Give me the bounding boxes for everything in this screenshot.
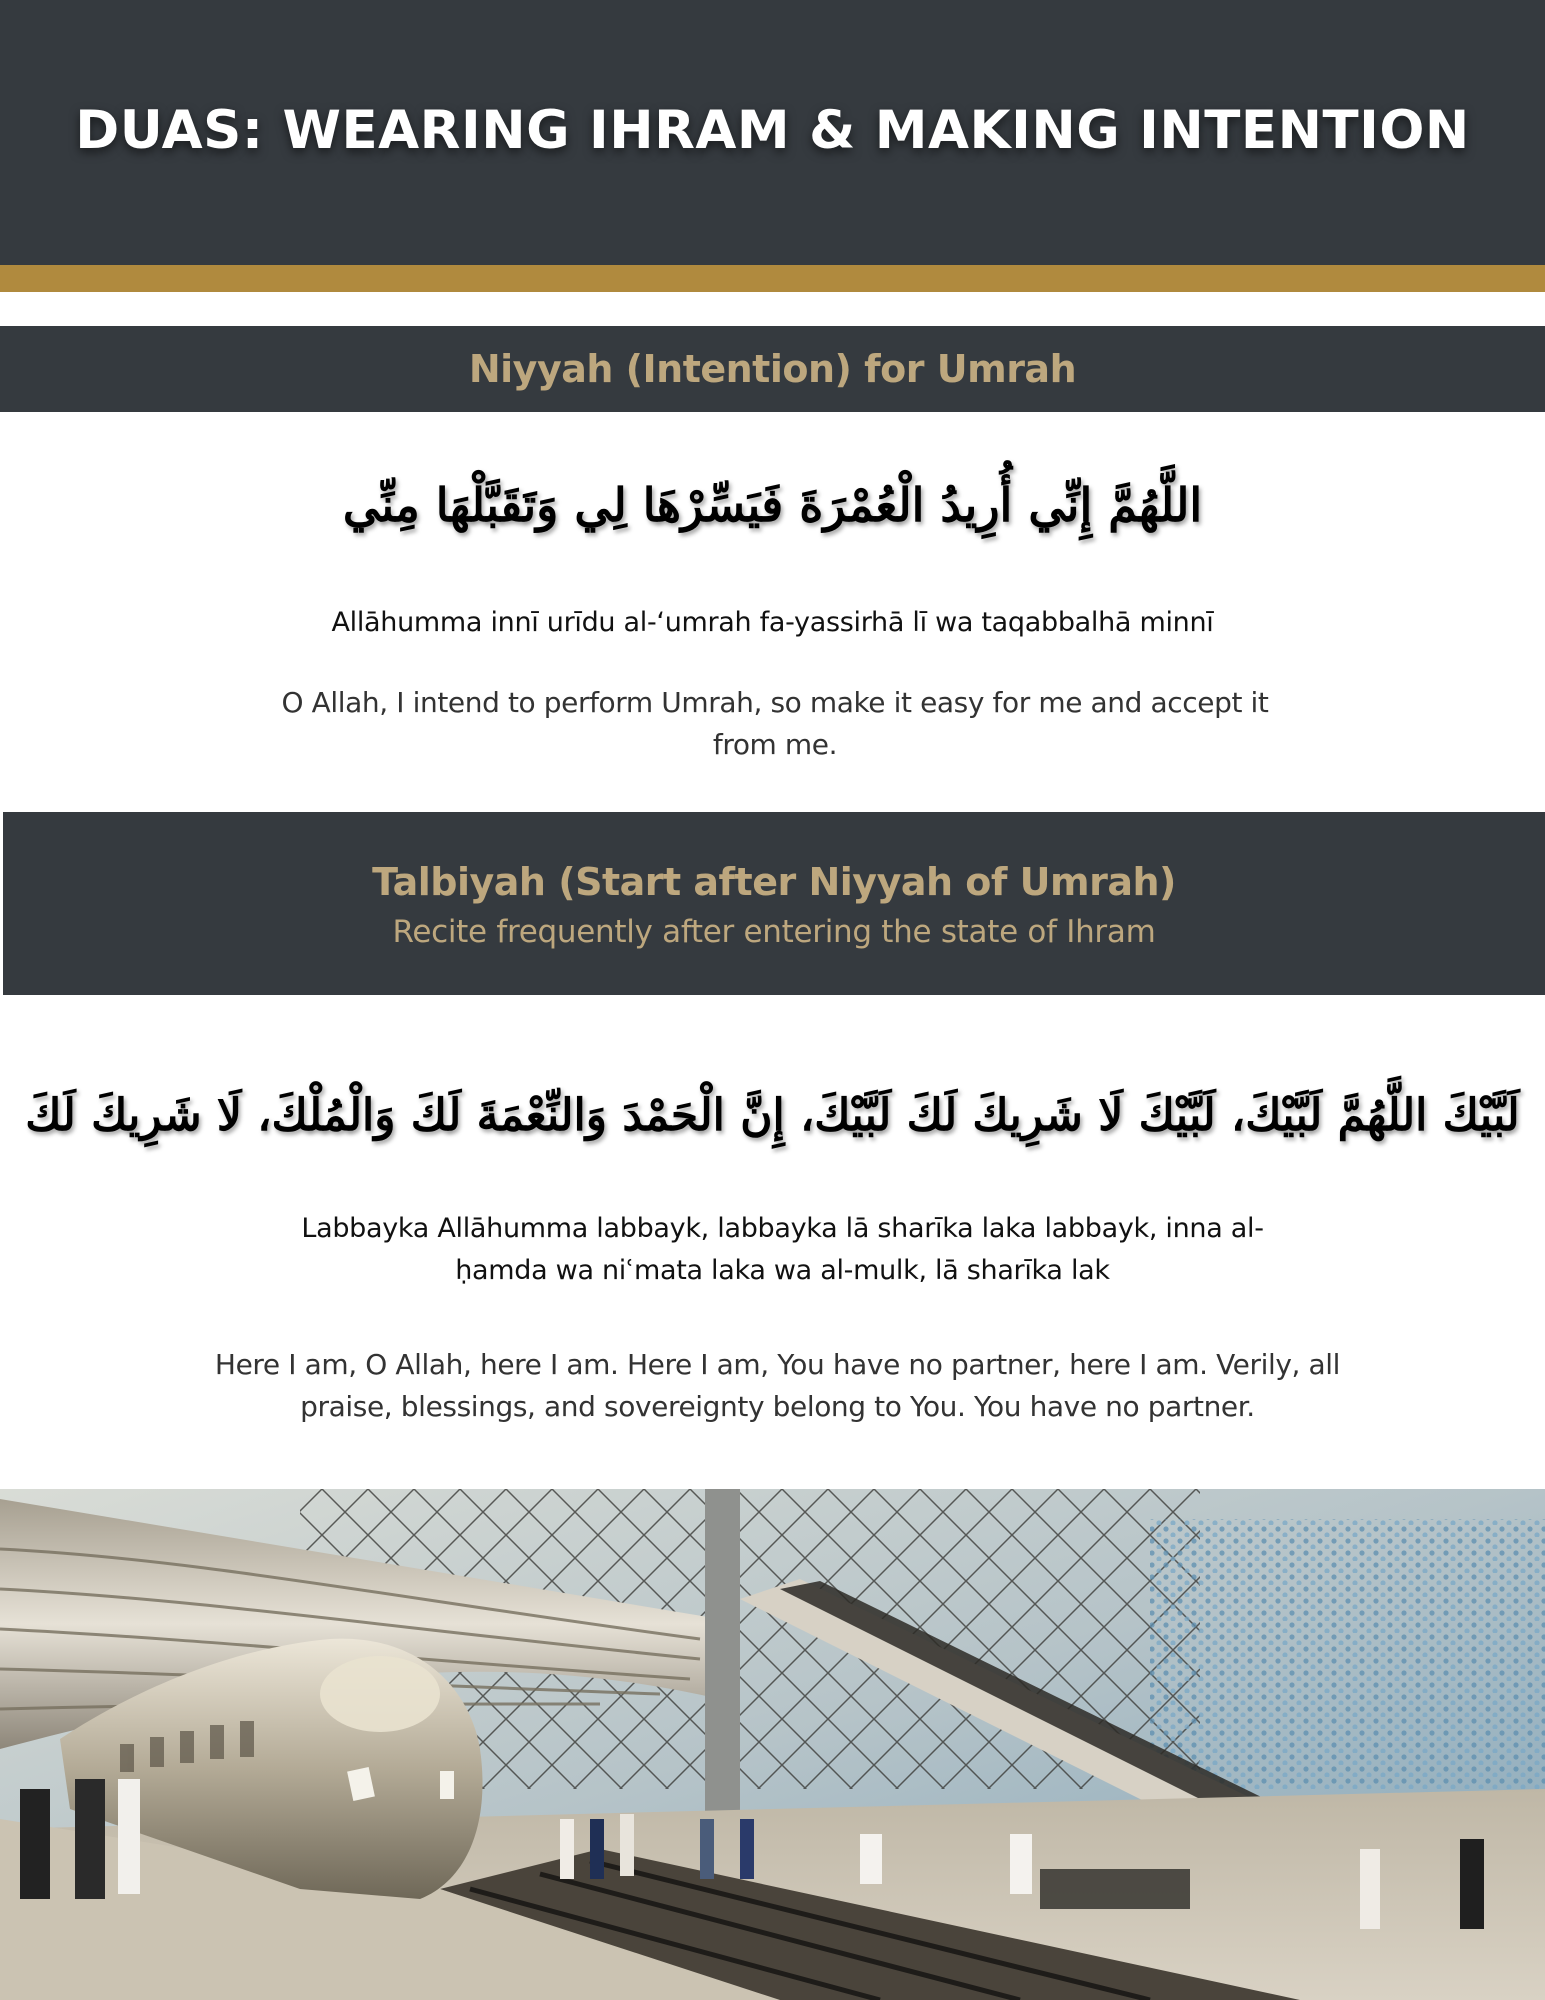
train-cockpit-window	[320, 1656, 440, 1732]
support-column	[705, 1489, 740, 1819]
page-header	[0, 0, 1545, 265]
page-title: DUAS: WEARING IHRAM & MAKING INTENTION	[75, 100, 1470, 161]
talbiyah-transliteration: Labbayka Allāhumma labbayk, labbayka lā sharīka laka labbayk, inna al-ḥamda wa niʿmata laka wa al-mulk, lā sharīka lak	[301, 1213, 1264, 1286]
niyyah-translation: O Allah, I intend to perform Umrah, so make it easy for me and accept it from me.	[281, 686, 1269, 761]
talbiyah-subheading: Recite frequently after entering the state of Ihram	[392, 913, 1156, 950]
train-headlight-right	[440, 1771, 454, 1799]
talbiyah-arabic-text: لَبَّيْكَ اللَّهُمَّ لَبَّيْكَ، لَبَّيْكَ لَا شَرِيكَ لَكَ لَبَّيْكَ، إِنَّ الْحَمْدَ وَالنِّعْمَةَ لَكَ وَالْمُلْكَ، لَا شَرِيكَ لَكَ	[25, 1090, 1520, 1141]
niyyah-arabic-text: اللَّهُمَّ إِنِّي أُرِيدُ الْعُمْرَةَ فَيَسِّرْهَا لِي وَتَقَبَّلْهَا مِنِّي	[342, 478, 1203, 532]
perforated-panel	[1150, 1519, 1545, 1789]
train-station-photo	[0, 1489, 1545, 2000]
niyyah-heading: Niyyah (Intention) for Umrah	[468, 347, 1077, 391]
niyyah-transliteration: Allāhumma innī urīdu al-‘umrah fa-yassirhā lī wa taqabbalhā minnī	[331, 607, 1214, 638]
train-station-illustration	[0, 1489, 1545, 2000]
talbiyah-heading-band	[3, 812, 1545, 995]
talbiyah-heading: Talbiyah (Start after Niyyah of Umrah)	[372, 859, 1176, 904]
gold-divider	[0, 265, 1545, 292]
platform-seating	[1040, 1869, 1190, 1909]
niyyah-heading-band	[0, 326, 1545, 412]
talbiyah-translation: Here I am, O Allah, here I am. Here I am, You have no partner, here I am. Verily, all praise, blessings, and sovereignty belong to You. You have no partner.	[214, 1348, 1341, 1423]
